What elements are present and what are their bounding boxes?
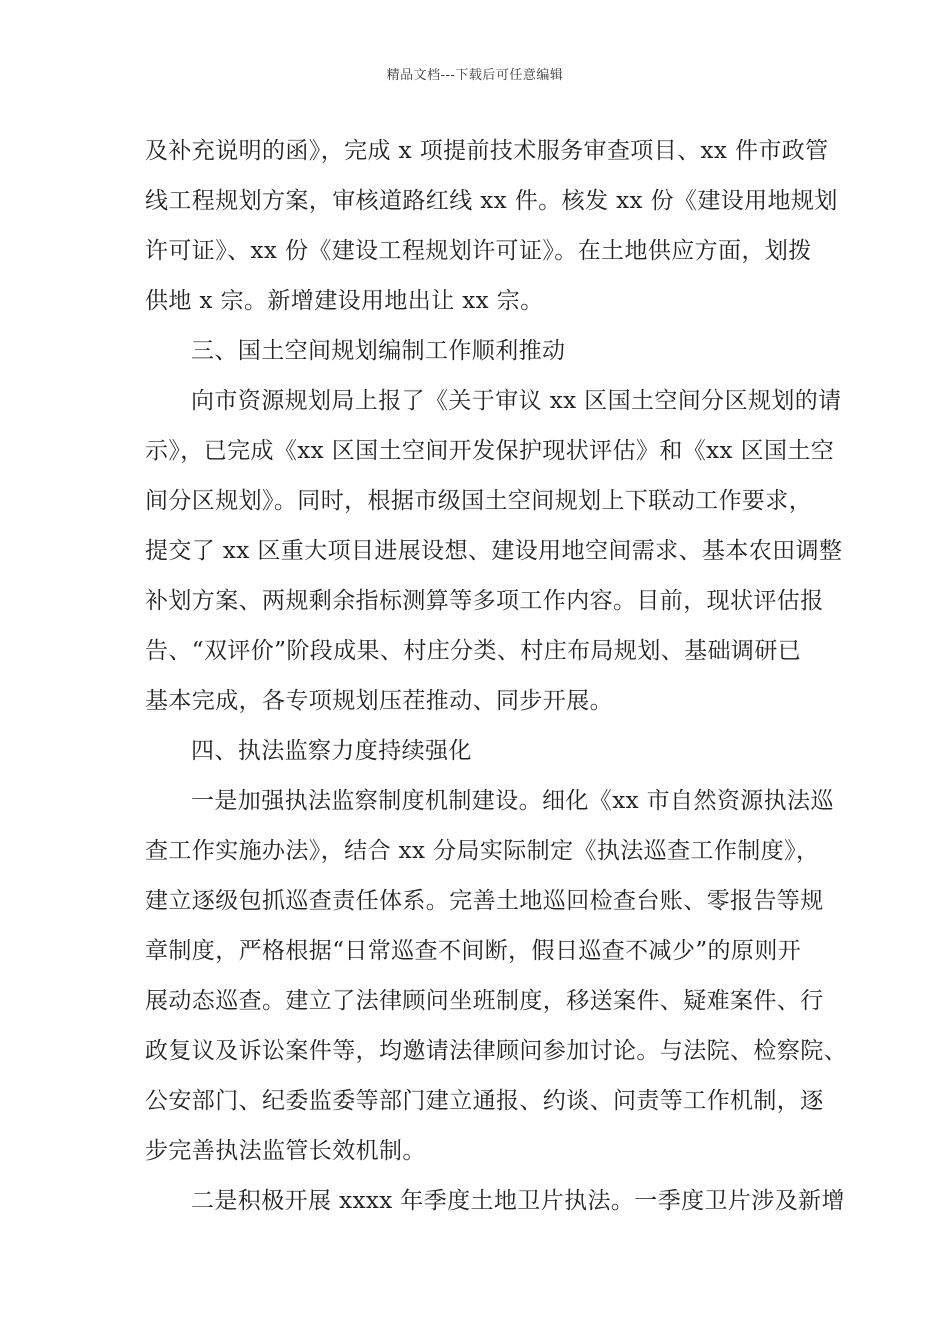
text-line: 向市资源规划局上报了《关于审议 xx 区国土空间分区规划的请: [191, 388, 842, 414]
text-line: 二是积极开展 xxxx 年季度土地卫片执法。一季度卫片涉及新增: [191, 1188, 845, 1214]
text-line: 一是加强执法监察制度机制建设。细化《xx 市自然资源执法巡: [191, 788, 834, 814]
text-line: 供地 x 宗。新增建设用地出让 xx 宗。: [145, 288, 544, 314]
text-line: 步完善执法监管长效机制。: [145, 1138, 426, 1164]
text-line: 查工作实施办法》，结合 xx 分局实际制定《执法巡查工作制度》，: [145, 838, 820, 864]
text-line: 线工程规划方案，审核道路红线 xx 件。核发 xx 份《建设用地规划: [145, 188, 838, 214]
text-line: 提交了 xx 区重大项目进展设想、建设用地空间需求、基本农田调整: [145, 538, 843, 564]
text-line: 间分区规划》。同时，根据市级国土空间规划上下联动工作要求，: [145, 488, 813, 514]
page-header: 精品文档---下载后可任意编辑: [386, 68, 564, 83]
section-heading: 三、国土空间规划编制工作顺利推动: [191, 338, 566, 364]
text-line: 许可证》、xx 份《建设工程规划许可证》。在土地供应方面，划拨: [145, 238, 812, 264]
document-body: [145, 126, 847, 1226]
text-line: 章制度，严格根据“日常巡查不间断，假日巡查不减少”的原则开: [145, 938, 802, 964]
text-line: 展动态巡查。建立了法律顾问坐班制度，移送案件、疑难案件、行: [145, 988, 824, 1014]
text-line: 基本完成，各专项规划压茬推动、同步开展。: [145, 688, 613, 714]
text-line: 告、“双评价”阶段成果、村庄分类、村庄布局规划、基础调研已: [145, 638, 802, 664]
text-line: 政复议及诉讼案件等，均邀请法律顾问参加讨论。与法院、检察院、: [145, 1038, 847, 1064]
section-heading: 四、执法监察力度持续强化: [191, 738, 472, 764]
text-line: 补划方案、两规剩余指标测算等多项工作内容。目前，现状评估报: [145, 588, 824, 614]
text-line: 建立逐级包抓巡查责任体系。完善土地巡回检查台账、零报告等规: [145, 888, 824, 914]
text-line: 公安部门、纪委监委等部门建立通报、约谈、问责等工作机制，逐: [145, 1088, 824, 1114]
text-line: 示》，已完成《xx 区国土空间开发保护现状评估》和《xx 区国土空: [145, 438, 835, 464]
text-line: 及补充说明的函》，完成 x 项提前技术服务审查项目、xx 件市政管: [145, 138, 829, 164]
